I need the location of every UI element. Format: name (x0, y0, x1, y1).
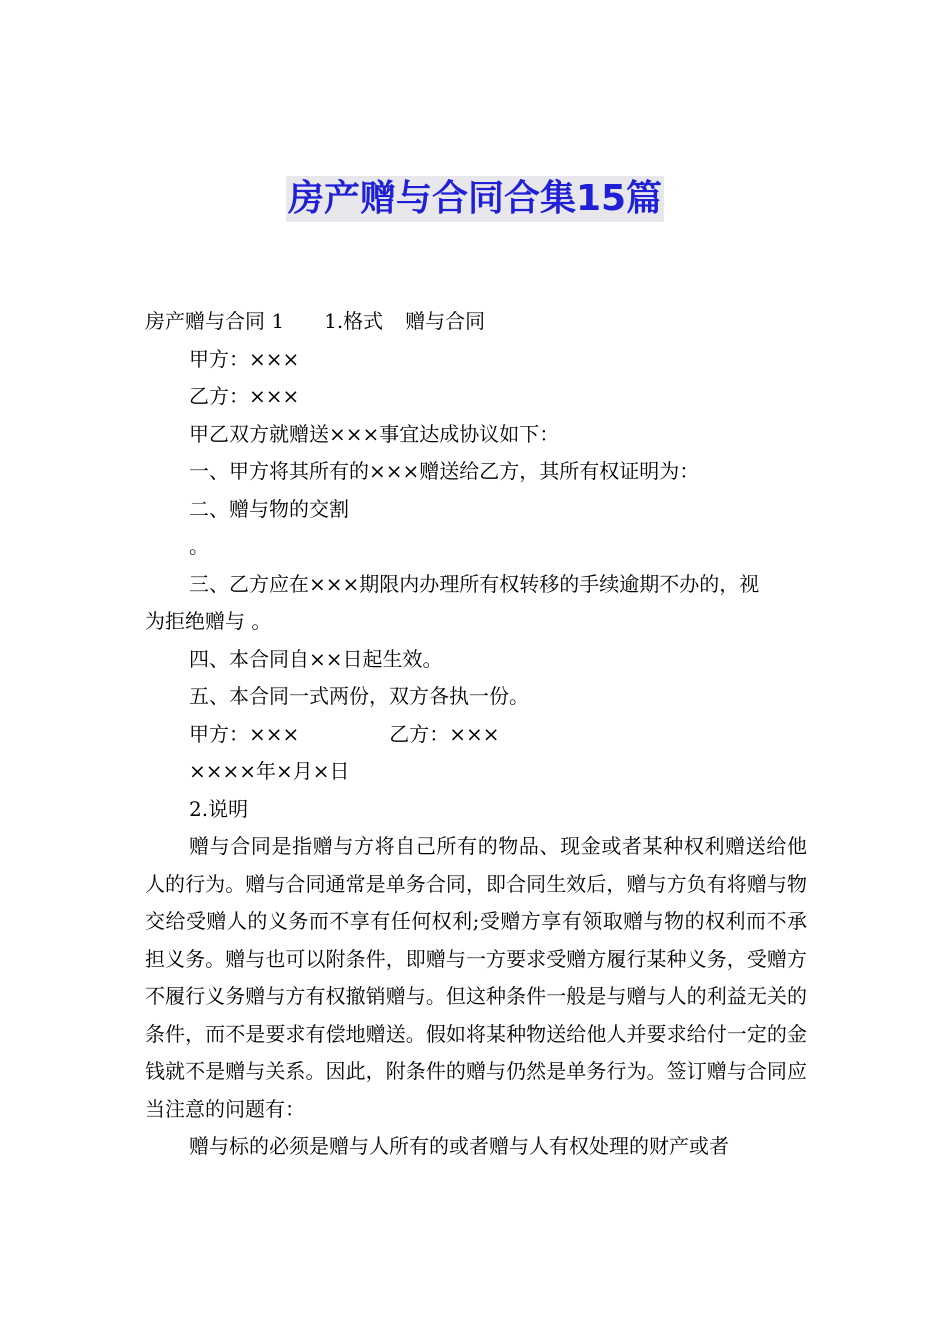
explanation-paragraph-2: 赠与标的必须是赠与人所有的或者赠与人有权处理的财产或者 (189, 1134, 729, 1158)
clause-3-line-1: 三、乙方应在×××期限内办理所有权转移的手续逾期不办的，视 (189, 571, 760, 596)
explanation-paragraph-1: 赠与合同是指赠与方将自己所有的物品、现金或者某种权利赠送给他人的行为。赠与合同通常是单务合同，即合同生效后，赠与方负有将赠与物交给受赠人的义务而不享有任何权利;受赠方享有领取赠与物的权利而不承担义务。赠与也可以附条件，即赠与一方要求受赠方履行某种义务，受赠方不履行义务赠与方有权撤销赠与。但这种条件一般是与赠与人的利益无关的条件，而不是要求有偿地赠送。假如将某种物送给他人并要求给付一定的金钱就不是赠与关系。因此，附条件的赠与仍然是单务行为。签订赠与合同应当注意的问题有： (145, 834, 807, 1121)
document-body (145, 303, 807, 1166)
party-a-line: 甲方：××× (189, 346, 300, 371)
signature-party-b: 乙方：××× (389, 721, 500, 746)
section-heading-format: 1.格式 (324, 309, 384, 333)
clause-2-end: 。 (189, 534, 209, 558)
section-heading-title: 房产赠与合同 1 (145, 309, 285, 333)
signature-party-a: 甲方：××× (189, 721, 300, 746)
clause-3-line-2: 为拒绝赠与 。 (145, 609, 272, 633)
document-title: 房产赠与合同合集15篇 (286, 176, 664, 222)
clause-5: 五、本合同一式两份，双方各执一份。 (189, 684, 529, 708)
clause-4: 四、本合同自××日起生效。 (189, 646, 443, 671)
party-b-line: 乙方：××× (189, 384, 300, 408)
section-heading (145, 303, 807, 341)
section-heading-type: 赠与合同 (405, 309, 486, 333)
intro-line: 甲乙双方就赠送×××事宜达成协议如下： (189, 421, 560, 446)
clause-2: 二、赠与物的交割 (189, 496, 349, 521)
signature-line (145, 716, 807, 754)
clause-1: 一、甲方将其所有的×××赠送给乙方，其所有权证明为： (189, 459, 700, 483)
title-block (0, 176, 950, 222)
date-line: ××××年×月×日 (189, 759, 350, 783)
note-heading: 2.说明 (189, 796, 249, 821)
